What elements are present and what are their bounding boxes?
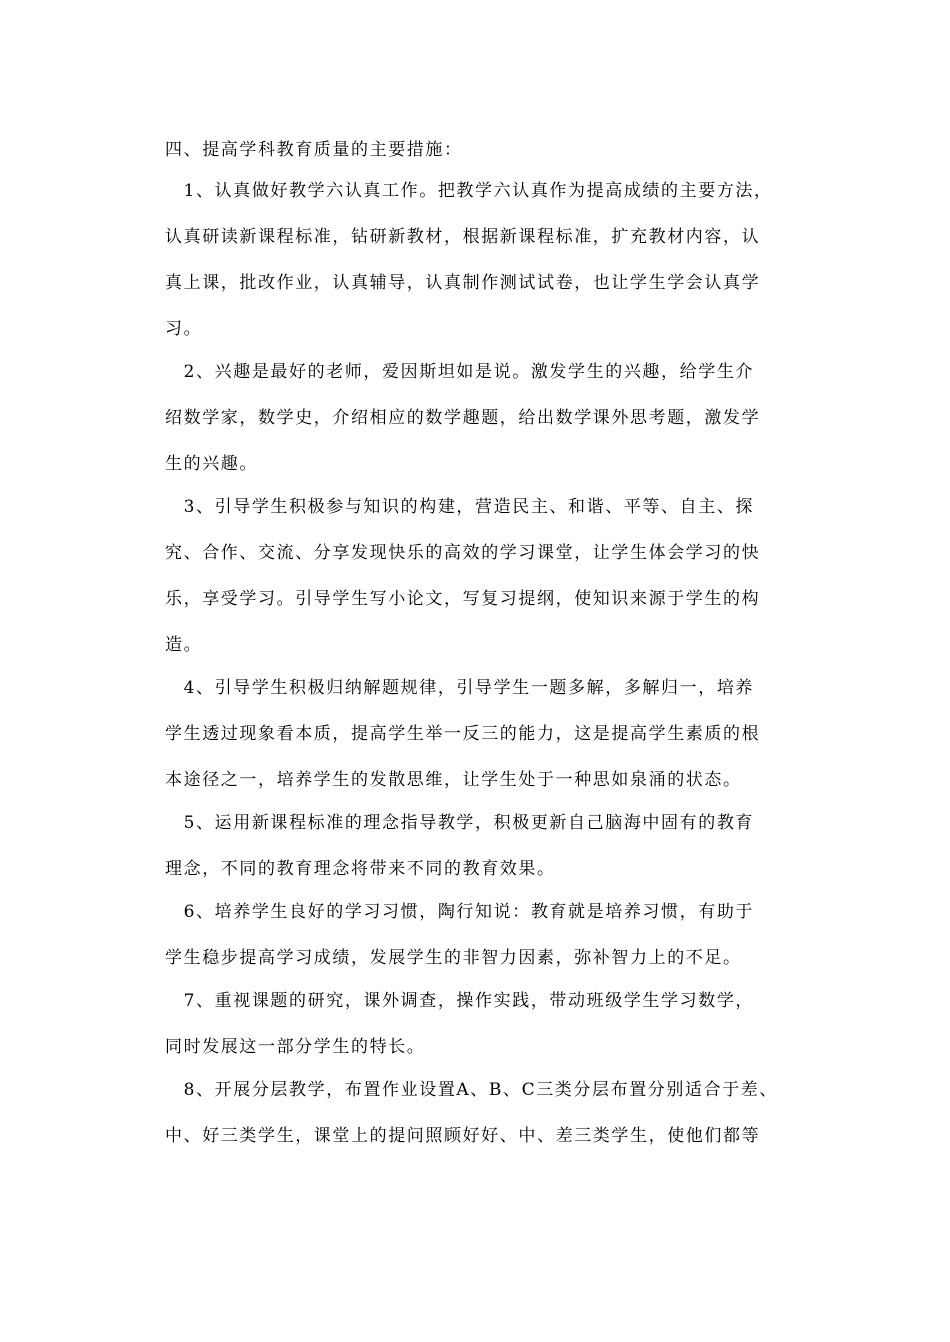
- paragraph-line: 习。: [165, 319, 203, 339]
- paragraph-line: 中、好三类学生，课堂上的提问照顾好好、中、差三类学生，使他们都等: [165, 1126, 761, 1146]
- paragraph-line: 4、引导学生积极归纳解题规律，引导学生一题多解，多解归一，培养: [165, 678, 755, 698]
- paragraph-line: 1、认真做好教学六认真工作。把教学六认真作为提高成绩的主要方法，: [165, 181, 773, 201]
- paragraph-line: 同时发展这一部分学生的特长。: [165, 1037, 426, 1057]
- paragraph-line: 5、运用新课程标准的理念指导教学，积极更新自己脑海中固有的教育: [165, 813, 755, 833]
- paragraph-line: 本途径之一，培养学生的发散思维，让学生处于一种思如泉涌的状态。: [165, 770, 742, 790]
- paragraph-line: 真上课，批改作业，认真辅导，认真制作测试试卷，也让学生学会认真学: [165, 273, 761, 293]
- paragraph-line: 造。: [165, 635, 203, 655]
- paragraph-line: 2、兴趣是最好的老师，爱因斯坦如是说。激发学生的兴趣，给学生介: [165, 362, 755, 382]
- paragraph-line: 7、重视课题的研究，课外调查，操作实践，带动班级学生学习数学，: [165, 991, 755, 1011]
- paragraph-line: 绍数学家，数学史，介绍相应的数学趣题，给出数学课外思考题，激发学: [165, 408, 761, 428]
- paragraph-line: 究、合作、交流、分享发现快乐的高效的学习课堂，让学生体会学习的快: [165, 543, 761, 563]
- paragraph-line: 乐，享受学习。引导学生写小论文，写复习提纲，使知识来源于学生的构: [165, 589, 761, 609]
- paragraph-line: 认真研读新课程标准，钻研新教材，根据新课程标准，扩充教材内容，认: [165, 227, 761, 247]
- paragraph-line: 3、引导学生积极参与知识的构建，营造民主、和谐、平等、自主、探: [165, 497, 755, 517]
- paragraph-line: 学生透过现象看本质，提高学生举一反三的能力，这是提高学生素质的根: [165, 724, 761, 744]
- paragraph-line: 理念，不同的教育理念将带来不同的教育效果。: [165, 859, 556, 879]
- paragraph-line: 6、培养学生良好的学习习惯，陶行知说：教育就是培养习惯，有助于: [165, 902, 755, 922]
- paragraph-line: 8、开展分层教学，布置作业设置A、B、C三类分层布置分别适合于差、: [165, 1080, 778, 1100]
- paragraph-line: 学生稳步提高学习成绩，发展学生的非智力因素，弥补智力上的不足。: [165, 948, 742, 968]
- section-heading: 四、提高学科教育质量的主要措施：: [165, 140, 463, 160]
- paragraph-line: 生的兴趣。: [165, 454, 258, 474]
